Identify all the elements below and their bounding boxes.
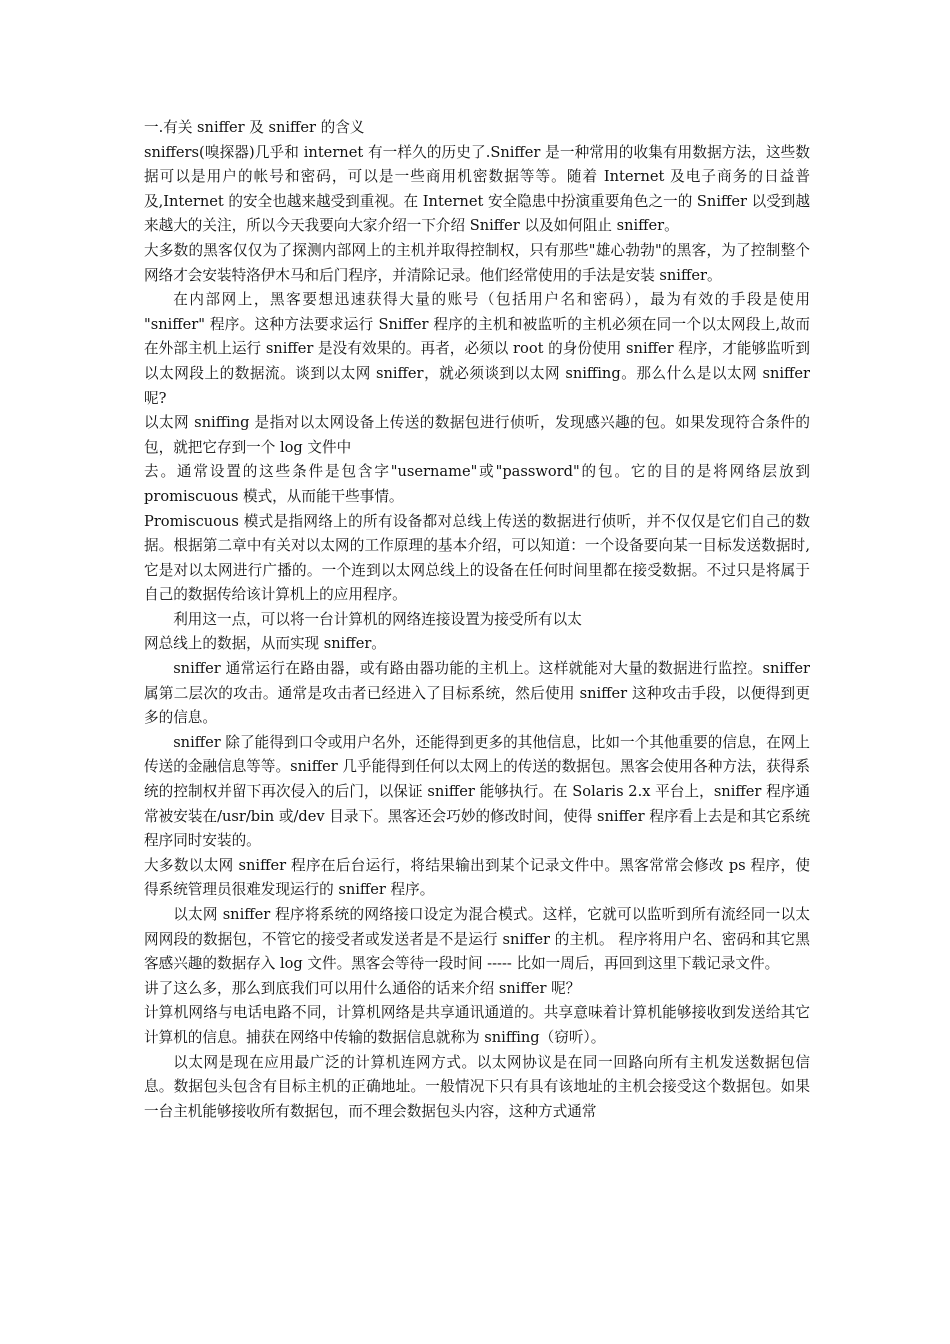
paragraph-8: 网总线上的数据，从而实现 sniffer。 — [144, 635, 386, 653]
paragraph-7: 利用这一点，可以将一台计算机的网络连接设置为接受所有以太 — [173, 610, 582, 628]
paragraph-3: 在内部网上，黑客要想迅速获得大量的账号（包括用户名和密码），最为有效的手段是使用 "sniffer" 程序。这种方法要求运行 Sniffer 程序的主机和被监听的主机必须在同一个以太网段上,故而在外部主机上运行 sniffer 是没有效果的。再者，必须以 root 的身份使用 sniffer 程序，才能够监听到以太网段上的数据流。谈到以太网 sniffer，就必须谈到以太网 sniffing。那么什么是以太网 sniffer 呢? — [144, 291, 810, 407]
paragraph-14: 计算机网络与电话电路不同，计算机网络是共享通讯通道的。共享意味着计算机能够接收到发送给其它计算机的信息。捕获在网络中传输的数据信息就称为 sniffing（窃听）。 — [144, 1004, 810, 1046]
paragraph-4: 以太网 sniffing 是指对以太网设备上传送的数据包进行侦听，发现感兴趣的包。如果发现符合条件的包，就把它存到一个 log 文件中 — [144, 414, 810, 456]
paragraph-12: 以太网 sniffer 程序将系统的网络接口设定为混合模式。这样，它就可以监听到所有流经同一以太网网段的数据包，不管它的接受者或发送者是不是运行 sniffer 的主机。 程序将用户名、密码和其它黑客感兴趣的数据存入 log 文件。黑客会等待一段时间 ----- 比如一周后，再回到这里下载记录文件。 — [144, 906, 810, 973]
paragraph-10: sniffer 除了能得到口令或用户名外，还能得到更多的其他信息，比如一个其他重要的信息，在网上传送的金融信息等等。sniffer 几乎能得到任何以太网上的传送的数据包。黑客会使用各种方法，获得系统的控制权并留下再次侵入的后门，以保证 sniffer 能够执行。在 Solaris 2.x 平台上，sniffer 程序通常被安装在/usr/bin 或/dev 目录下。黑客还会巧妙的修改时间，使得 sniffer 程序看上去是和其它系统程序同时安装的。 — [144, 733, 810, 850]
paragraph-1: sniffers(嗅探器)几乎和 internet 有一样久的历史了.Sniffer 是一种常用的收集有用数据方法，这些数据可以是用户的帐号和密码，可以是一些商用机密数据等等。随着 Internet 及电子商务的日益普及,Internet 的安全也越来越受到重视。在 Internet 安全隐患中扮演重要角色之一的 Sniffer 以受到越来越大的关注，所以今天我要向大家介绍一下介绍 Sniffer 以及如何阻止 sniffer。 — [144, 143, 810, 235]
paragraph-11: 大多数以太网 sniffer 程序在后台运行，将结果输出到某个记录文件中。黑客常常会修改 ps 程序，使得系统管理员很难发现运行的 sniffer 程序。 — [144, 856, 810, 899]
section-title: 一.有关 sniffer 及 sniffer 的含义 — [144, 119, 365, 136]
paragraph-13: 讲了这么多，那么到底我们可以用什么通俗的话来介绍 sniffer 呢？ — [144, 979, 581, 997]
document-page — [144, 116, 810, 1124]
paragraph-9: sniffer 通常运行在路由器，或有路由器功能的主机上。这样就能对大量的数据进行监控。sniffer 属第二层次的攻击。通常是攻击者已经进入了目标系统，然后使用 sniffer 这种攻击手段，以便得到更多的信息。 — [144, 660, 810, 727]
paragraph-2: 大多数的黑客仅仅为了探测内部网上的主机并取得控制权，只有那些"雄心勃勃"的黑客，为了控制整个网络才会安装特洛伊木马和后门程序，并清除记录。他们经常使用的手法是安装 sniffer。 — [144, 241, 810, 284]
paragraph-5: 去。通常设置的这些条件是包含字"username"或"password"的包。它的目的是将网络层放到 promiscuous 模式，从而能干些事情。 — [144, 463, 810, 505]
paragraph-15: 以太网是现在应用最广泛的计算机连网方式。以太网协议是在同一回路向所有主机发送数据包信息。数据包头包含有目标主机的正确地址。一般情况下只有具有该地址的主机会接受这个数据包。如果一台主机能够接收所有数据包，而不理会数据包头内容，这种方式通常 — [144, 1053, 810, 1120]
paragraph-6: Promiscuous 模式是指网络上的所有设备都对总线上传送的数据进行侦听，并不仅仅是它们自己的数据。根据第二章中有关对以太网的工作原理的基本介绍，可以知道：一个设备要向某一目标发送数据时,它是对以太网进行广播的。一个连到以太网总线上的设备在任何时间里都在接受数据。不过只是将属于自己的数据传给该计算机上的应用程序。 — [144, 512, 810, 604]
